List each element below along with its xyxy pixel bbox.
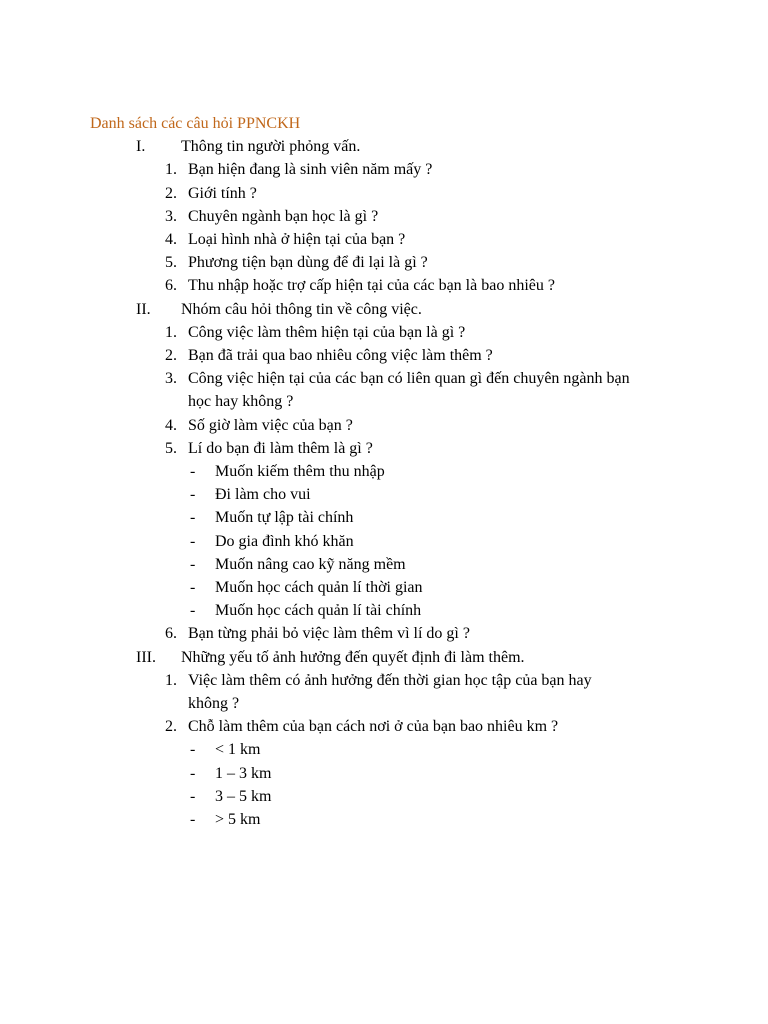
question-text-continued: học hay không ? — [188, 393, 294, 411]
option-bullet: - — [190, 764, 196, 782]
question-text: Loại hình nhà ở hiện tại của bạn ? — [188, 231, 406, 248]
question-text: Bạn hiện đang là sinh viên năm mấy ? — [188, 161, 433, 179]
answer-option: > 5 km — [215, 811, 261, 828]
option-bullet: - — [190, 579, 196, 596]
question-text: Giới tính ? — [188, 184, 257, 202]
option-bullet: - — [190, 532, 196, 550]
section-numeral: II. — [136, 300, 151, 318]
question-text: Thu nhập hoặc trợ cấp hiện tại của các bạn là bao nhiêu ? — [188, 277, 555, 295]
option-bullet: - — [190, 555, 196, 573]
answer-option: Muốn học cách quản lí tài chính — [215, 602, 422, 620]
option-bullet: - — [190, 509, 196, 527]
option-bullet: - — [190, 741, 196, 759]
question-text: Chuyên ngành bạn học là gì ? — [188, 207, 379, 225]
section-heading: Những yếu tố ảnh hưởng đến quyết định đi làm thêm. — [181, 648, 525, 666]
answer-option: < 1 km — [215, 741, 261, 759]
option-bullet: - — [190, 486, 196, 504]
question-number: 2. — [165, 184, 177, 202]
question-number: 6. — [165, 625, 177, 643]
question-number: 2. — [165, 347, 177, 364]
option-bullet: - — [190, 811, 196, 828]
question-number: 5. — [165, 439, 177, 457]
question-text: Công việc làm thêm hiện tại của bạn là gì ? — [188, 323, 466, 341]
question-text: Số giờ làm việc của bạn ? — [188, 416, 353, 434]
answer-option: 1 – 3 km — [215, 764, 272, 782]
option-bullet: - — [190, 787, 196, 805]
question-text: Chỗ làm thêm của bạn cách nơi ở của bạn bao nhiêu km ? — [188, 718, 559, 736]
section-numeral: III. — [136, 648, 156, 666]
question-number: 4. — [165, 231, 177, 248]
section-numeral: I. — [136, 138, 146, 156]
question-number: 1. — [165, 323, 177, 341]
question-text-continued: không ? — [188, 695, 240, 712]
question-number: 1. — [165, 161, 177, 179]
question-number: 1. — [165, 671, 177, 689]
answer-option: Muốn tự lập tài chính — [215, 509, 354, 527]
question-number: 4. — [165, 416, 177, 434]
answer-option: Đi làm cho vui — [215, 486, 311, 504]
question-number: 3. — [165, 370, 177, 388]
question-number: 6. — [165, 277, 177, 295]
document-title: Danh sách các câu hỏi PPNCKH — [90, 115, 301, 132]
section-heading: Nhóm câu hỏi thông tin về công việc. — [181, 300, 422, 318]
answer-option: 3 – 5 km — [215, 787, 272, 805]
question-number: 5. — [165, 254, 177, 272]
option-bullet: - — [190, 463, 196, 480]
answer-option: Muốn nâng cao kỹ năng mềm — [215, 555, 406, 573]
question-text: Công việc hiện tại của các bạn có liên quan gì đến chuyên ngành bạn — [188, 370, 630, 388]
question-text: Bạn từng phải bỏ việc làm thêm vì lí do gì ? — [188, 625, 470, 643]
option-bullet: - — [190, 602, 196, 620]
question-text: Lí do bạn đi làm thêm là gì ? — [188, 439, 373, 457]
question-text: Phương tiện bạn dùng để đi lại là gì ? — [188, 254, 428, 272]
question-number: 3. — [165, 207, 177, 225]
question-number: 2. — [165, 718, 177, 736]
question-text: Bạn đã trải qua bao nhiêu công việc làm thêm ? — [188, 347, 493, 364]
answer-option: Muốn học cách quản lí thời gian — [215, 579, 423, 596]
answer-option: Do gia đình khó khăn — [215, 532, 354, 550]
question-text: Việc làm thêm có ảnh hưởng đến thời gian học tập của bạn hay — [188, 671, 592, 689]
section-heading: Thông tin người phỏng vấn. — [181, 138, 361, 156]
answer-option: Muốn kiếm thêm thu nhập — [215, 463, 385, 480]
